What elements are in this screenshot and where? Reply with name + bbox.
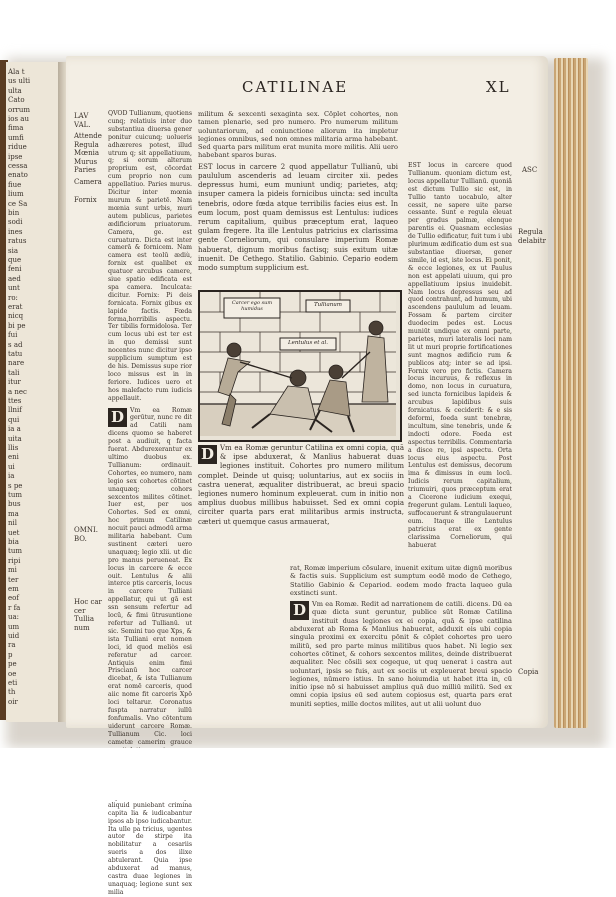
main-text-p4: rat, Romæ imperium cõsulare, inuenit exitum uitæ dignū moribus & factis suis. Supplicium est sumptum eodē modo de Cethego, Statilio Gabinio & Cepariod. eodem modo fracta laqueo gula exstincti sunt. bbox=[290, 564, 512, 597]
margin-note-line: Tullia bbox=[74, 615, 95, 624]
left-page-line: uet bbox=[8, 528, 20, 537]
left-page-line: tum bbox=[8, 491, 22, 499]
left-page-line: qui bbox=[8, 415, 20, 424]
left-page-line: uita bbox=[8, 434, 22, 443]
running-head: CATILINAE bbox=[242, 78, 349, 96]
margin-note-copia bbox=[518, 668, 538, 677]
left-page-line: tali bbox=[8, 368, 20, 377]
left-page-line: itur bbox=[8, 378, 21, 387]
left-page-line: mi bbox=[8, 566, 17, 575]
main-text-top bbox=[198, 110, 398, 273]
left-page-line: em bbox=[8, 585, 19, 593]
left-page-line: ratus bbox=[8, 237, 27, 246]
margin-note-line: VAL. bbox=[74, 120, 91, 129]
left-page-line: nil bbox=[8, 519, 17, 528]
left-page-line: sia bbox=[8, 246, 19, 255]
margin-note-line: Murus bbox=[74, 157, 98, 166]
left-page-line: uid bbox=[8, 632, 20, 640]
margin-note-line: Copia bbox=[518, 668, 539, 676]
left-page-line: ui bbox=[8, 462, 15, 471]
margin-note-fornix bbox=[74, 196, 97, 205]
left-page-line: tatu bbox=[8, 350, 23, 358]
margin-note-line: Camera bbox=[74, 178, 102, 186]
main-text-bottom bbox=[290, 564, 512, 708]
left-page-line: lium bbox=[8, 190, 24, 199]
left-page-line: nare bbox=[8, 359, 25, 368]
margin-note-line: cer bbox=[74, 606, 86, 615]
left-page-line: orrum bbox=[8, 105, 31, 114]
drop-cap-d-2: D bbox=[198, 445, 217, 464]
margin-note-camera bbox=[74, 178, 102, 187]
margin-note-line: Mœnia bbox=[74, 149, 100, 158]
margin-note-lau bbox=[74, 112, 91, 129]
left-page-line: sodi bbox=[8, 218, 23, 227]
left-page-line: que bbox=[8, 256, 22, 264]
left-page bbox=[6, 62, 66, 722]
left-page-line: bin bbox=[8, 209, 20, 217]
main-text-p2: EST locus in carcere 2 quod appellatur Tullianū, ubi paululum ascenderis ad leuam circiter xii. pedes depressus humi, eum muniunt undiq; parietes, atq; insuper camera la pideis fornicibus uincta: sed inculta tenebris, odore fœda atque terribilis facies eius est. In eum locum, post quam demissus est Lentulus: iudices rerum capitalium, quibus præceptum erat, laqueo gulam fregere. Ita ille Lentulus patricius ex clarissima gente Corneliorum, qui consulare imperium Romæ habuerat, dignum moribus factisq; suis exitum uitæ inuenit. De Cethego. Statilio. Gabinio. Cepario eodem modo sumptum supplicium est. bbox=[198, 162, 398, 273]
main-text-p5 bbox=[290, 600, 512, 708]
left-page-line: ipse bbox=[8, 152, 23, 161]
left-page-line: r fa bbox=[8, 603, 21, 612]
left-page-line: ines bbox=[8, 227, 23, 236]
margin-note-line: OMNI. bbox=[74, 526, 99, 534]
margin-note-line: Regula bbox=[518, 228, 543, 236]
commentary-left bbox=[108, 110, 192, 896]
left-page-line: ripi bbox=[8, 556, 21, 565]
left-page-line: eof bbox=[8, 594, 19, 603]
margin-note-line: Regula bbox=[74, 140, 99, 149]
main-text-p3 bbox=[198, 444, 404, 527]
drop-cap-d-3: D bbox=[290, 601, 309, 620]
left-page-line: eni bbox=[8, 453, 19, 462]
woodcut-illustration bbox=[198, 290, 402, 442]
left-page-line: oir bbox=[8, 697, 18, 706]
commentary-left-p1: QVOD Tullianum, quotiens cunq; relatiuis inter duo substantiua diuersa gener ponitur cuicunq; uolueris adhæreres potest, illud utrum q; sit appellatiuum, q; si eorum alterum proprium est, cõcordat cum proprio non cum appellatiuo. Paries murus. Dicitur inter mœnia murum & parietē. Nam mœnia sunt urbis, muri autem publicus, parietes ædificiorum priuatorum. Camera, ge. est curuatura. Dicta est inter camerā & fornicem. Nam camera est teolū ædiù, fornix est qualibet ex quatuor arcubus camere, siue spatio edificata est spa camera. Inculcata: dicitur. Fornix: Pi deis fornicata. Fornix gibus ex lapide factis. Fœda forma,horribilis aspectu. Ter tibilis formidolosa. Ter cum locus ubi est ter est in quo demissi sunt nocentes nunc dicitur ipso supplicium sumptum est de his. Demissus supe rior loco missus est in in feriore. Iudices uero et hos malefacto rum iudicis appellauit. bbox=[108, 110, 192, 402]
left-page-line: ia bbox=[8, 472, 15, 481]
woodcut-label-right: Tullianum bbox=[313, 302, 343, 308]
margin-note-line: LAV bbox=[74, 112, 89, 120]
left-page-line: Ala t bbox=[8, 68, 25, 76]
left-page-line: umfi bbox=[8, 133, 24, 142]
background-bottom bbox=[0, 748, 616, 800]
folio-number: XL bbox=[486, 78, 511, 96]
left-page-line: fima bbox=[8, 124, 24, 133]
left-page-line: llis bbox=[8, 444, 19, 452]
left-page-line: ce Sa bbox=[8, 199, 28, 208]
left-page-line: a nec bbox=[8, 387, 27, 396]
left-page-line: ter bbox=[8, 575, 19, 584]
left-page-line: tum bbox=[8, 547, 22, 556]
main-text-p5-text: Vm ea Romæ. Redit ad narrationem de catili. dicens. Dū ea quæ dicta sunt geruntur, publice sūt Romæ Catilina instituit duas legiones ex ei copia, quā & ipse catilina abduxerat ab Roma & Manlius habuerat, adduxit eis ubi copia singula proximi ex exercitu pōnit & cōplet cohortes pro uero militū, sed pro parte minus militibus quos habet. Ni legio sex cohortes cõtinet, & cohors sexcentos milites, deinde distribuerat æqualiter. Nec cõsili sex cogeque, ut quq uenerat i castra aut uoluntari, ipsis se fuis, aut ex sociis ut expleuerat breui spacio legiones, nūmero istius. In sano hoiumdia ut habet itta in, cũ initio ipse nō si habuisset amplius quā duo milliū militū. Sed ex omni copia ipsius eū sed autem copiosus est, quarta pars erat muniti septies, mille doctos milites, aut ut alii uolunt duo bbox=[290, 600, 512, 708]
left-page-line: fiue bbox=[8, 180, 22, 189]
left-page-line: ios au bbox=[8, 115, 29, 123]
margin-note-asc bbox=[522, 166, 537, 175]
left-page-line: ridue bbox=[8, 143, 27, 152]
woodcut-label-bottom: Lentulus et al. bbox=[287, 340, 329, 346]
left-page-line: bia bbox=[8, 538, 19, 546]
margin-note-line: Paries bbox=[74, 166, 96, 175]
main-text-lower bbox=[198, 444, 404, 527]
margin-note-line: Hoc car bbox=[74, 598, 102, 606]
margin-note-line: ASC bbox=[522, 166, 538, 174]
main-text-p3-text: Vm ea Romæ geruntur Catilina ex omni copia, quā & ipse abduxerat, & Manlius habuerat duas legiones instituit. Cohortes pro numero militum complet. Deinde ut quisq; uoluntarius, aut ex sociis in castra uenerat, æqualiter distribuerat, ac breui spacio legiones numero hominum expleuerat. cum in initio non amplius duobus millibus habuisset. Sed ex omni copia circiter quarta pars erat militaribus armis instructa, cæteri ut quemque casus armauerat, bbox=[198, 444, 404, 526]
page-edges bbox=[554, 58, 588, 728]
margin-note-regula bbox=[518, 228, 546, 245]
margin-note-omni bbox=[74, 526, 98, 543]
left-page-line: ma bbox=[8, 509, 19, 518]
left-page-line: p bbox=[8, 650, 13, 659]
left-page-line: erat bbox=[8, 303, 23, 311]
left-page-line: llnif bbox=[8, 406, 22, 415]
margin-note-hoc bbox=[74, 598, 102, 632]
margin-note-line: num bbox=[74, 623, 90, 632]
main-text-p1: militum & sexcenti sexaginta sex. Cōplet cohortes, non tamen plenarie, sed pro numero. Pro numerum militum uoluntariorum, ad coniunctione aliorum ita impletur legiones omnibus, sed non omnes militaria arma habebant. Sed quarta pars militum erat munita more militis. Alii uero habebant sparos buras. bbox=[198, 110, 398, 160]
left-page-line: enato bbox=[8, 171, 28, 180]
commentary-left-p2 bbox=[108, 407, 192, 897]
left-page-line: feni bbox=[8, 265, 22, 274]
commentary-left-p2-text: Vm ea Romæ gerūtur, nunc re dit ad Catili nam dicens quomo se haberet post a audiuit, q facta fuerat. Abdurexerantur ex ultimo duobus ex. Tullianum: ordinauit. Cohortes, eo numero, nam legio sex cohortes cõtinet unaquæq; cohors sexcentos milites cõtinet. Iuer est, per uos Cohortes. Sed ex omni, hoc primum Catilinæ nocuit pauci admodū arma militaria habebant. Cum sustinent cæteri uero unaquæq; legio xlii. ut dic pro manus perueneat. Ex locus in carcere & ecce ouit. Lentulus & alii interce ptis carceris, locus in carcere Tulliani appellatur, qui ut gā est ssn sensum refertur ad locū, & fimi ũtrusuntione refertur ad Tullianū. ut sic. Semini tuo que Xps, & ista Tulliani erat nomen loci, id quod meliòs esi referatur ad carcer. Antiquis enim fimi Priscianū hoc carcer dicebat, & ista Tullianum erat nomē carceris, quod aiic nome fit carceris Xpō loci teltarur. Coronatus fuspta narratur iullū fonfumalis. Vno cōtentum uiderunt carcere Romæ. Tullianum Cic. loci cametæ camerim grauce aliquid puniebant crimina capita lia & iudicabantur ipsos ab ipso iudicabantur. Ita ulle pa tricius, ugentes autor de stirpe ita nobilitatur a cesariis sueris a dos ilixe abtulerant. Quia ipse abduxerat ad manus, castra duae legiones in unaquaq; legione sunt sex milia bbox=[108, 406, 192, 896]
left-page-line: aed bbox=[8, 274, 21, 283]
left-page-line: unt bbox=[8, 284, 20, 293]
right-page bbox=[66, 56, 548, 896]
left-page-line: ro: bbox=[8, 293, 18, 302]
woodcut-prison-scene bbox=[200, 292, 396, 436]
margin-note-line: BO. bbox=[74, 534, 87, 543]
left-page-line: bus bbox=[8, 500, 21, 509]
left-page-line: ua: bbox=[8, 613, 20, 622]
commentary-right bbox=[408, 162, 512, 562]
left-page-line: cessa bbox=[8, 162, 28, 170]
left-page-line: s ad bbox=[8, 340, 23, 349]
left-page-line: eti bbox=[8, 679, 18, 687]
margin-note-line: Fornix bbox=[74, 196, 97, 204]
left-page-line: th bbox=[8, 688, 16, 697]
margin-note-line: Attende bbox=[74, 132, 102, 140]
left-page-line: bi pe bbox=[8, 321, 26, 330]
left-page-line: ia a bbox=[8, 425, 21, 434]
left-page-line: um bbox=[8, 622, 20, 631]
left-page-line: ttes bbox=[8, 397, 22, 405]
margin-note-line: delabitr bbox=[518, 236, 546, 245]
left-page-line: fui bbox=[8, 331, 18, 340]
commentary-right-p1: EST locus in carcere quod Tullianum. quoniam dictum est, locus appellatur Tullianū. quoniã est dictum Tullio sic est, in Tullio tanto uocabulo, alter cessit, ne sapere uite parse cessante. Sunt e regula eleuat per gradus palmæ, elenque parentis ei. Quasnam ecclesias de Tullio edificatur, fuit tum i ubi plurimum ædificatio dum est sua substantiae diuersæ, gener simile, id est, iste locus. Ei ponit, & ecce legiones, ex ut Paulus non est appelati uiuum, qui pro appellatiuum ipsius inuidebit. Nam locus depressus seu ad quod contrahunt, ad humum, ubi ascendens paululum ad leuam. Fossam & partem circiter duodecim pedes est. Locus muniūt undique ex omni parte, parietes, muri lateralis loci nam lit ut muri proprie fortificationes sunt magnos ædificio rum & publicos atq; inter se ad ipsi. Fornix vero pro fictis. Camera locus incuruus, & reflexus in domo, non locus in curuatura, sed iuncta fornicibus lapideis & arcubus lapidibus suis fornicatus. & ceciderit: & e sis deformi, foeda sunt tenebræ, incultum, sine tenebris, unde & indocti odore. Foeda est aspectus terribilis. Commentaria a disce re, ipsi aspectu. Orta locus eius aspectu. Post Lentulus est demissus, decorum ima & dimissus in eum locū. Iudicis rerum capitalium, triumuiri, quos præceptum erat a Cicerone iudicium exequi, fregerunt gulam. Lentuli laqueo, suffocauerunt & strangulauerunt eum. Itaque ille Lentulus patricius erat ex gente clarissima Corneliorum, qui habuerat bbox=[408, 162, 512, 549]
left-page-line: nicq bbox=[8, 312, 24, 321]
left-page-line: pe bbox=[8, 660, 17, 669]
left-page-line: ra bbox=[8, 641, 16, 650]
margin-note-attende bbox=[74, 132, 102, 175]
woodcut-label-left: Carcer ego sum humidus bbox=[231, 300, 273, 312]
left-page-line: Cato bbox=[8, 96, 25, 105]
left-page-line: us ulti bbox=[8, 77, 31, 86]
left-page-line: ulta bbox=[8, 86, 22, 95]
drop-cap-d: D bbox=[108, 408, 127, 427]
left-page-line: s pe bbox=[8, 481, 23, 490]
left-page-line: oe bbox=[8, 669, 17, 678]
